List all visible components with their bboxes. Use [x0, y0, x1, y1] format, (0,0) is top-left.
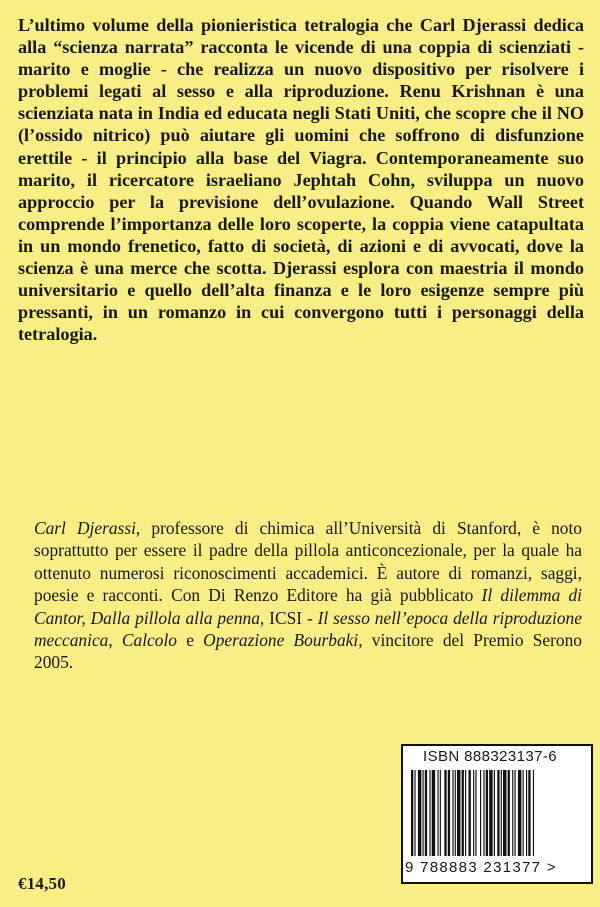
- barcode-bar: [494, 770, 495, 856]
- barcode-bar: [489, 770, 492, 856]
- bio-separator: ICSI -: [264, 607, 318, 628]
- barcode-bar: [533, 770, 534, 856]
- barcode-bar: [418, 770, 421, 856]
- barcode-bar: [411, 770, 413, 856]
- bio-text-1: professore di chimica all’Università di Stanford, è noto soprattutto per essere il padre della pillola anticoncezionale, per la quale ha ottenuto numerosi riconoscimenti accademici. È autore di romanzi, saggi, poesie e racconti. Con Di Renzo Editore ha già pubblicato: [34, 518, 582, 606]
- barcode-bar: [469, 770, 471, 856]
- blurb-text: L’ultimo volume della pionieristica tetralogia che Carl Djerassi dedica alla “scienza narrata” racconta le vicende di una coppia di scienziati - marito e moglie - che realizza un nuovo dispositivo per risolvere i problemi legati al sesso e alla riproduzione. Renu Krishnan è una scienziata nata in India ed educata negli Stati Uniti, che scopre che il NO (l’ossido nitrico) può aiutare gli uomini che soffrono di disfunzione erettile - il principio alla base del Viagra. Contemporaneamente suo marito, il ricercatore israeliano Jephtah Cohn, sviluppa un nuovo approccio per la previsione dell’ovulazione. Quando Wall Street comprende l’importanza delle loro scoperte, la coppia viene catapultata in un mondo frenetico, fatto di società, di azioni e di avvocati, dove la scienza è una merce che scotta. Djerassi esplora con maestria il mondo universitario e quello dell’alta finanza e le loro esigenze sempre più pressanti, in un romanzo in cui convergono tutti i personaggi della tetralogia.: [18, 15, 584, 345]
- barcode-bar: [503, 770, 506, 856]
- barcode-bar: [475, 770, 476, 856]
- barcode-bar: [444, 770, 446, 856]
- barcode-bar: [462, 770, 464, 856]
- barcode-bar: [480, 770, 481, 856]
- barcode-bar: [423, 770, 424, 856]
- barcode-box: [401, 744, 593, 884]
- barcode-bar: [455, 770, 456, 856]
- isbn-label: ISBN 888323137-6: [423, 748, 557, 765]
- book-title-5: Operazione Bourbaki,: [203, 630, 363, 651]
- barcode-bar: [425, 770, 427, 856]
- barcode-bar: [497, 770, 499, 856]
- barcode-bar: [512, 770, 513, 856]
- barcode-bar: [414, 770, 415, 856]
- barcode-bar: [508, 770, 510, 856]
- price: €14,50: [18, 874, 66, 893]
- book-title-1: Il dilemma di Cantor,: [34, 585, 582, 628]
- book-title-4: Calcolo: [121, 630, 177, 651]
- author-name: Carl Djerassi,: [34, 518, 141, 538]
- barcode-bar: [528, 770, 530, 856]
- barcode-bar: [501, 770, 502, 856]
- book-title-3: Il sesso nell’epoca della riproduzione meccanica,: [34, 607, 582, 651]
- barcode-bar: [432, 770, 435, 856]
- book-title-2: Dalla pillola alla penna,: [90, 607, 265, 628]
- barcode-digits: 9 788883 231377 >: [405, 859, 557, 876]
- author-bio: [34, 517, 582, 674]
- barcode-bar: [437, 770, 438, 856]
- barcode-bar: [526, 770, 527, 856]
- barcode-bar: [515, 770, 516, 856]
- barcode-bar: [465, 770, 466, 856]
- barcode-bar: [440, 770, 441, 856]
- barcode-bar: [518, 770, 521, 856]
- barcode-bar: [486, 770, 488, 856]
- barcode-bar: [452, 770, 453, 856]
- barcode-bar: [448, 770, 450, 856]
- bio-text-end: vincitore del Premio Serono 2005.: [34, 630, 582, 673]
- barcode-bar: [429, 770, 430, 856]
- barcode-icon: [409, 770, 587, 856]
- bio-conjunction: e: [177, 630, 204, 651]
- barcode-bar: [523, 770, 524, 856]
- book-blurb: [18, 14, 584, 345]
- barcode-bar: [483, 770, 484, 856]
- barcode-bar: [473, 770, 474, 856]
- barcode-bar: [457, 770, 460, 856]
